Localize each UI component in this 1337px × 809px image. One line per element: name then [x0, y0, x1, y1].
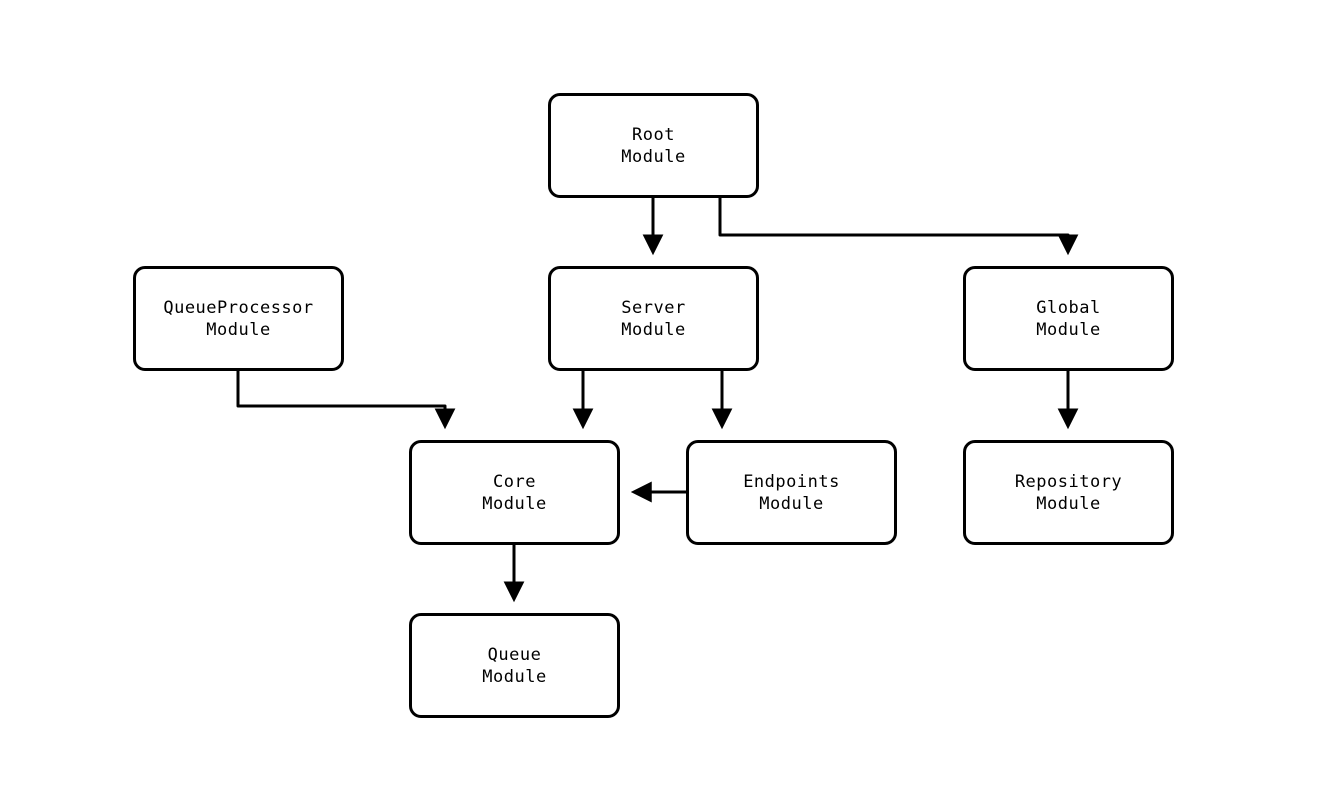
- node-server-module[interactable]: [548, 266, 759, 371]
- node-core-module[interactable]: [409, 440, 620, 545]
- node-core-module-line2: Module: [482, 493, 547, 514]
- node-endpoints-module[interactable]: [686, 440, 897, 545]
- node-root-module-line1: Root: [632, 124, 675, 145]
- node-repository-module-line1: Repository: [1014, 471, 1123, 492]
- node-queue-module[interactable]: [409, 613, 620, 718]
- node-queueprocessor-module[interactable]: [133, 266, 344, 371]
- node-server-module-line1: Server: [621, 297, 686, 318]
- node-global-module-line2: Module: [1036, 319, 1101, 340]
- node-global-module-line1: Global: [1036, 297, 1101, 318]
- node-core-module-line1: Core: [493, 471, 536, 492]
- node-endpoints-module-line1: Endpoints: [743, 471, 840, 492]
- edge-queueprocessor-to-core: [238, 371, 445, 424]
- node-queue-module-line1: Queue: [487, 644, 542, 665]
- node-root-module-line2: Module: [621, 146, 686, 167]
- edge-root-to-global: [720, 198, 1068, 250]
- node-global-module[interactable]: [963, 266, 1174, 371]
- node-repository-module[interactable]: [963, 440, 1174, 545]
- node-queue-module-line2: Module: [482, 666, 547, 687]
- node-repository-module-line2: Module: [1036, 493, 1101, 514]
- node-root-module[interactable]: [548, 93, 759, 198]
- node-server-module-line2: Module: [621, 319, 686, 340]
- node-endpoints-module-line2: Module: [759, 493, 824, 514]
- node-queueprocessor-module-line2: Module: [206, 319, 271, 340]
- node-queueprocessor-module-line1: QueueProcessor: [163, 297, 314, 318]
